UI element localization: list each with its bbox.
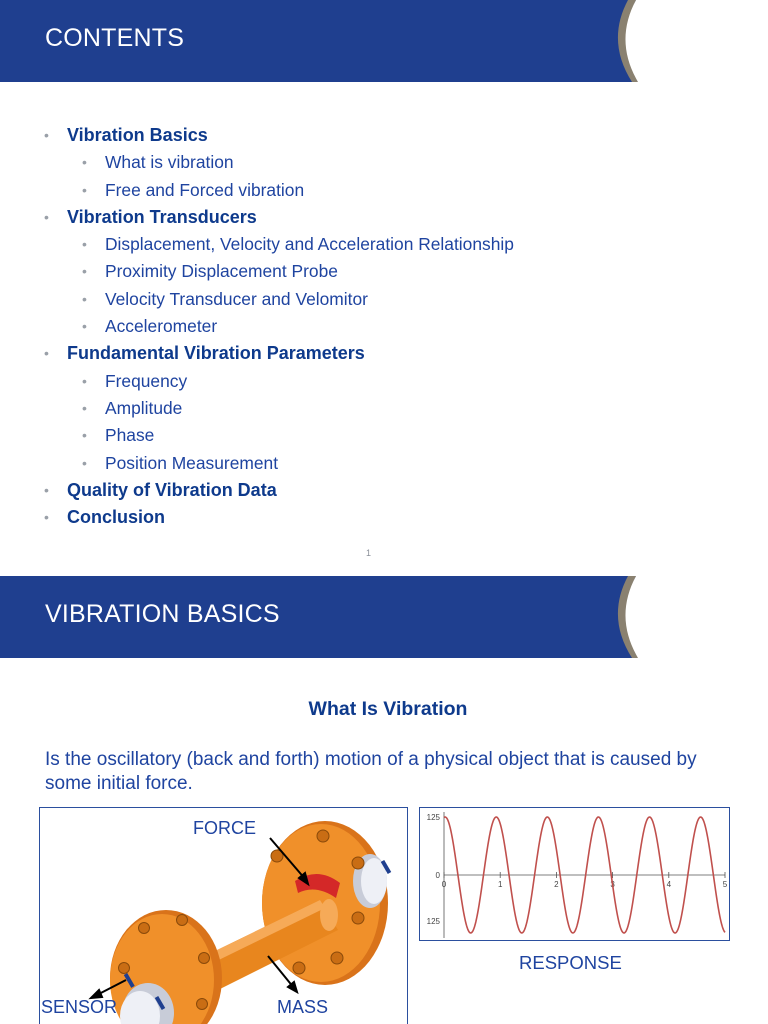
response-label: RESPONSE [519,952,622,973]
toc-subsection [44,395,684,422]
toc-item-label: Displacement, Velocity and Acceleration Relationship [105,234,514,255]
mass-label: MASS [277,997,329,1017]
toc-section [44,340,684,367]
toc-item-label: Quality of Vibration Data [67,479,277,500]
toc-item-label: Proximity Displacement Probe [105,261,338,282]
bullet-icon: • [82,154,87,171]
toc-subsection [44,149,684,176]
toc-subsection [44,231,684,258]
toc-subsection [44,422,684,449]
x-tick-label: 0 [441,880,447,889]
toc-section [44,477,684,504]
y-tick-label: 0 [435,871,440,880]
x-tick-label: 3 [610,880,615,889]
bullet-icon: • [44,509,49,526]
toc-subsection [44,450,684,477]
slide-header [0,576,768,658]
toc-item-label: Conclusion [67,507,165,528]
bullet-icon: • [82,236,87,253]
slide-header [0,0,768,82]
toc-item-label: What is vibration [105,152,234,173]
toc-section [44,122,684,149]
slide-vibration-basics [0,576,768,1024]
bullet-icon: • [44,127,49,143]
x-tick-label: 5 [722,880,728,889]
toc-item-label: Free and Forced vibration [105,179,305,200]
rotor-drawing [40,808,408,1024]
toc-item-label: Position Measurement [105,452,279,473]
response-chart-svg [420,808,730,941]
response-chart [419,807,730,941]
toc-subsection [44,258,684,285]
bullet-icon: • [44,481,49,498]
toc-item-label: Accelerometer [105,316,218,337]
toc-subsection [44,313,684,340]
bullet-icon: • [82,181,87,198]
toc-section [44,504,684,531]
bullet-icon: • [82,290,87,307]
force-label: FORCE [193,818,256,838]
toc-item-label: Vibration Transducers [67,206,257,227]
toc-section [44,204,684,231]
x-tick-label: 4 [666,880,672,889]
page-number: 1 [366,548,372,558]
bullet-icon: • [44,345,49,362]
toc-subsection [44,368,684,395]
toc-item-label: Vibration Basics [67,125,208,145]
bullet-icon: • [82,318,87,335]
toc-item-label: Phase [105,425,155,446]
table-of-contents [44,122,684,531]
rotor-illustration [39,807,408,1024]
toc-item-label: Frequency [105,370,188,391]
toc-item-label: Amplitude [105,397,183,418]
slide-body-text: Is the oscillatory (back and forth) motion of a physical object that is caused by some initial force. [45,749,697,794]
toc-item-label: Fundamental Vibration Parameters [67,343,365,364]
toc-subsection [44,286,684,313]
sensor-label: SENSOR [41,997,118,1017]
bullet-icon: • [82,263,87,280]
bullet-icon: • [82,372,87,389]
x-tick-label: 2 [554,880,559,889]
toc-subsection [44,177,684,204]
bullet-icon: • [44,208,49,225]
y-tick-label: 125 [426,917,440,926]
slide-title: VIBRATION BASICS [45,600,280,628]
x-tick-label: 1 [497,880,503,889]
slide-title: CONTENTS [45,24,185,52]
bullet-icon: • [82,454,87,471]
bullet-icon: • [82,427,87,444]
bullet-icon: • [82,399,87,416]
y-tick-label: 125 [426,813,440,822]
slide-subtitle: What Is Vibration [308,698,468,720]
toc-item-label: Velocity Transducer and Velomitor [105,288,368,309]
